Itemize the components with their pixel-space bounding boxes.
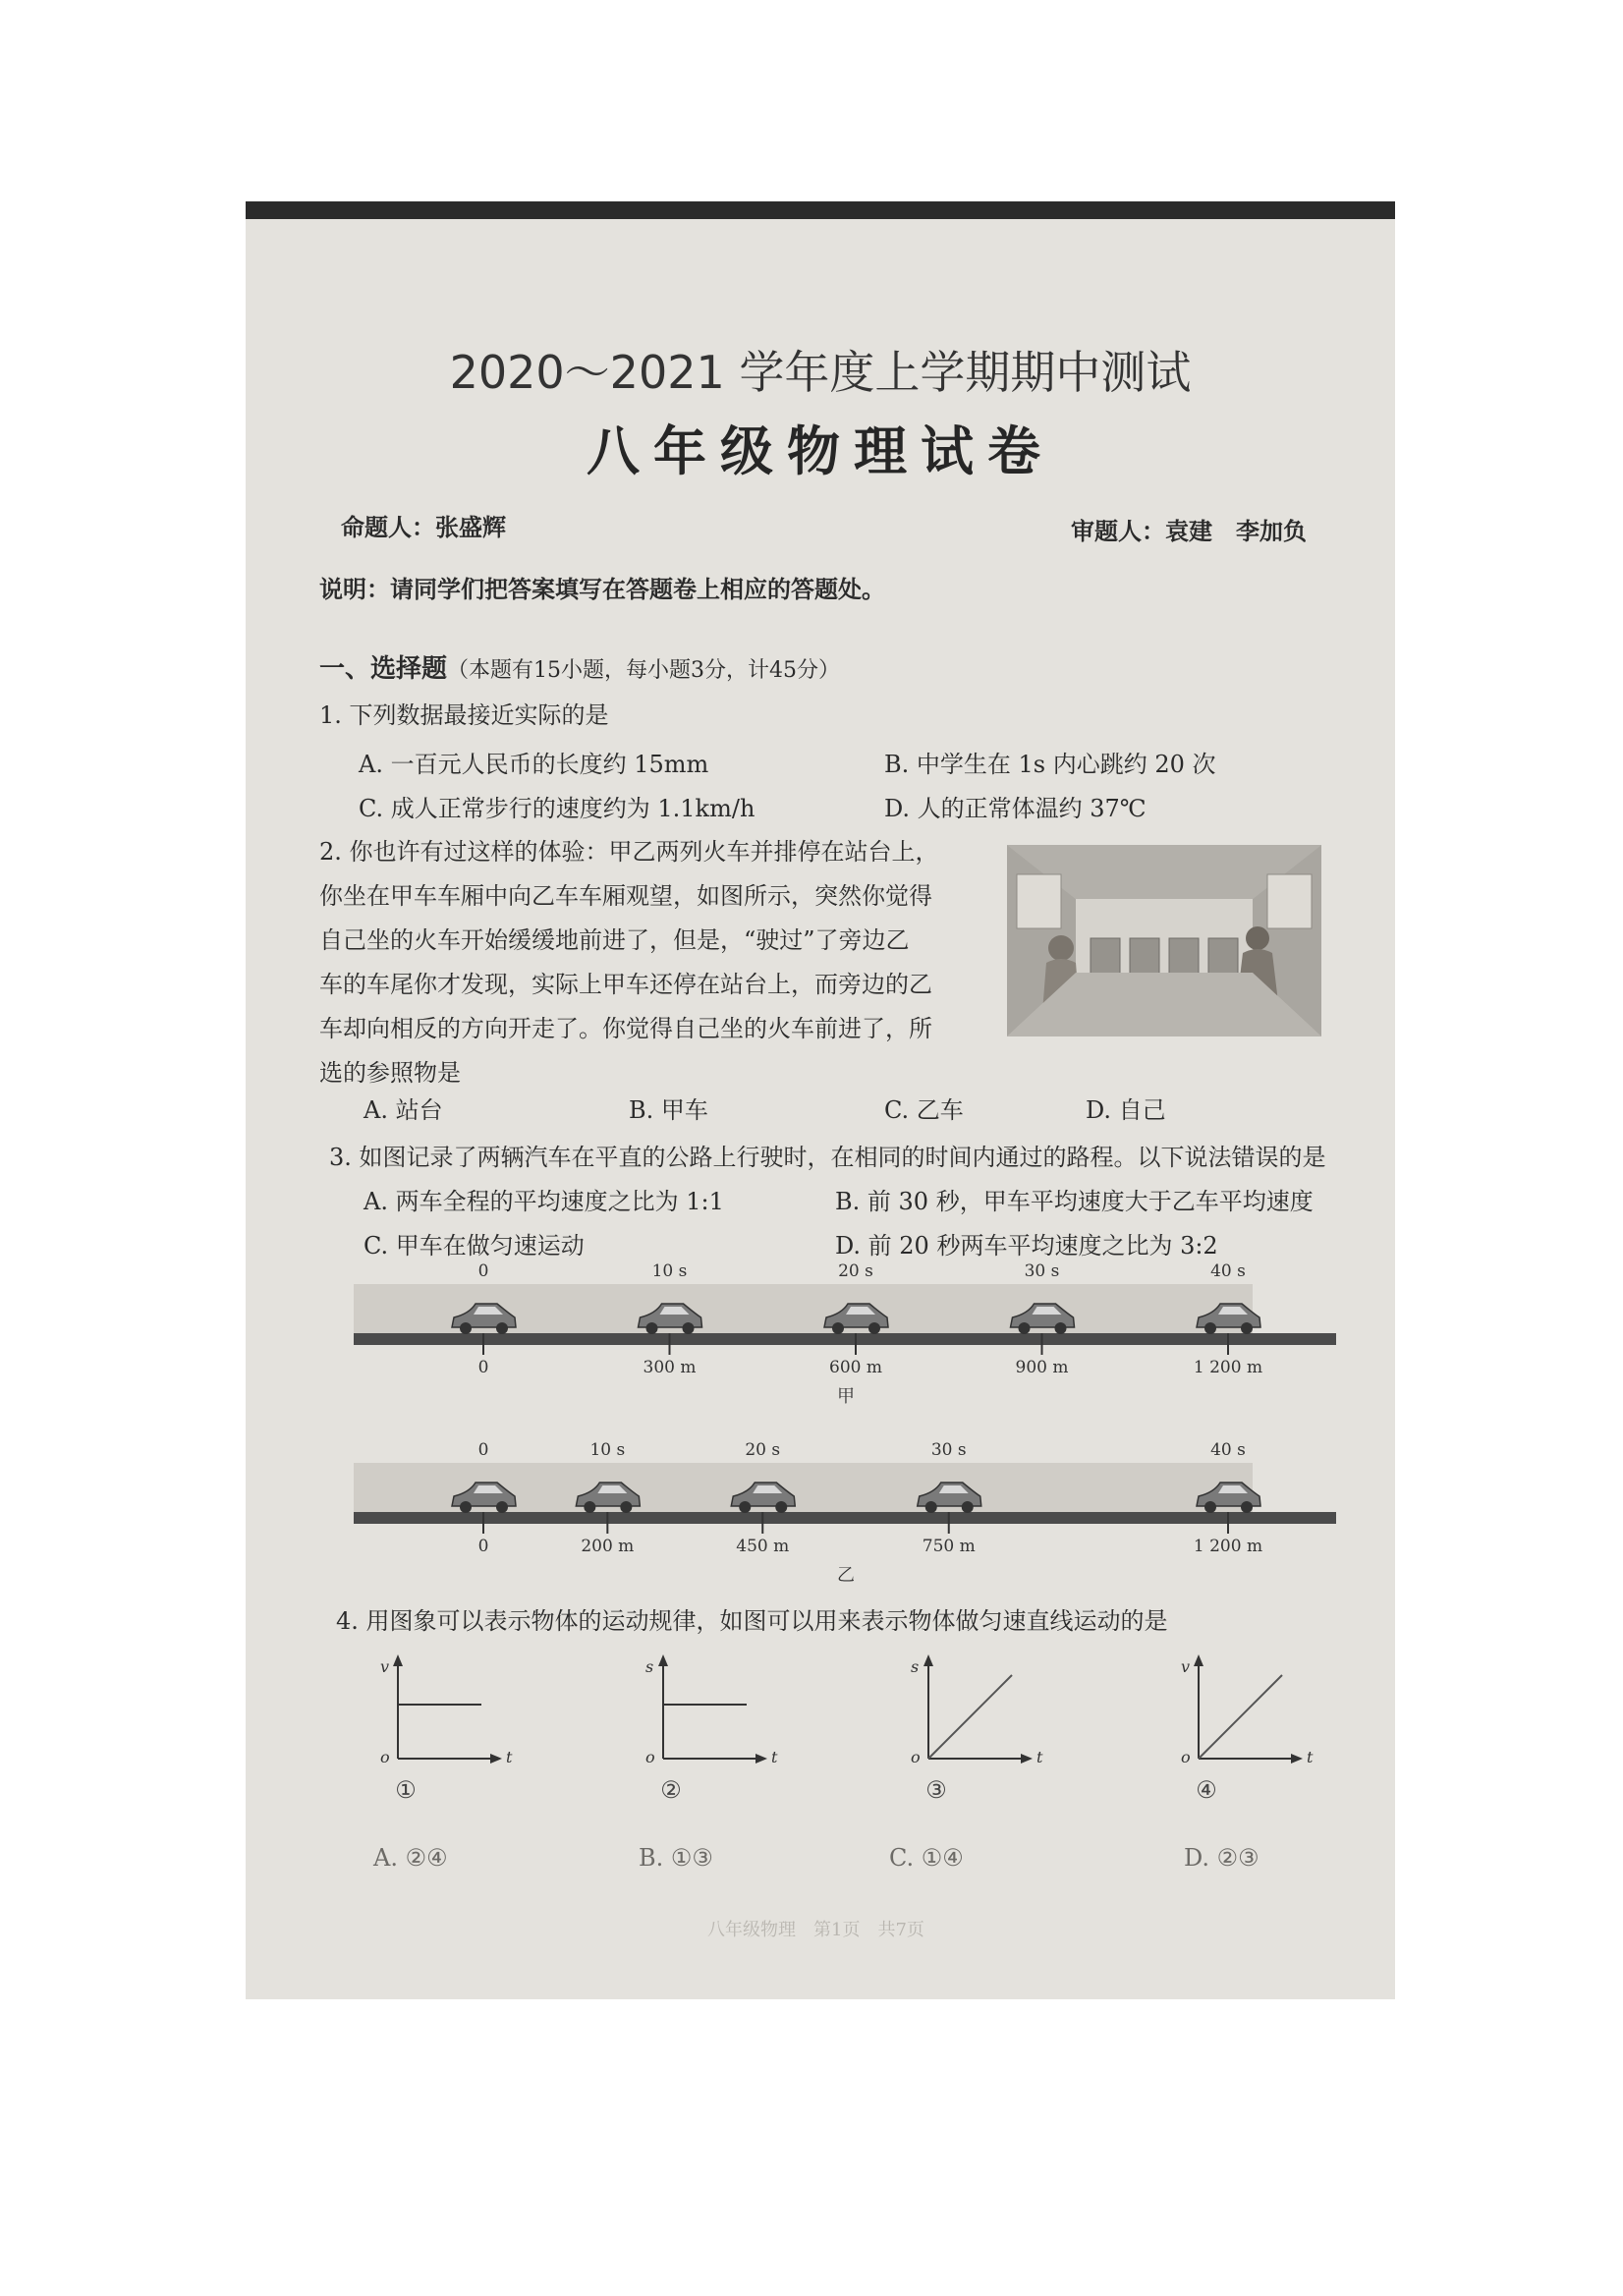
motion-graph-1 — [359, 1651, 516, 1808]
y-axis-arrow — [393, 1654, 403, 1666]
y-axis-arrow — [923, 1654, 933, 1666]
q2-line: 自己坐的火车开始缓缓地前进了，但是，“驶过”了旁边乙 — [319, 926, 910, 954]
motion-graph-2 — [624, 1651, 781, 1808]
yi-time-label: 40 s — [1210, 1441, 1246, 1460]
jia-label: 甲 — [837, 1386, 855, 1405]
graph-number: ② — [660, 1776, 682, 1804]
yi-distance-label: 750 m — [922, 1537, 976, 1556]
origin-label: o — [380, 1748, 390, 1766]
q1-option-d: D. 人的正常体温约 37℃ — [884, 795, 1147, 822]
exam-subtitle: 八年级物理试卷 — [587, 420, 1054, 482]
q3-option-c: C. 甲车在做匀速运动 — [364, 1232, 585, 1260]
y-axis-label: s — [645, 1657, 654, 1676]
section-title: 一、选择题 — [319, 654, 448, 684]
y-axis-label: v — [380, 1657, 390, 1676]
q4-option-d: D. ②③ — [1184, 1844, 1259, 1872]
yi-time-label: 30 s — [930, 1441, 967, 1460]
q2-line: 你坐在甲车车厢中向乙车车厢观望，如图所示，突然你觉得 — [319, 882, 932, 910]
graph-line — [1199, 1675, 1282, 1759]
x-axis-label: t — [771, 1748, 778, 1766]
yi-distance-label: 450 m — [736, 1537, 790, 1556]
origin-label: o — [1181, 1748, 1191, 1766]
motion-graph-3 — [889, 1651, 1046, 1808]
q4-option-b: B. ①③ — [639, 1844, 713, 1872]
jia-time-label: 0 — [477, 1262, 489, 1281]
graph-number: ④ — [1196, 1776, 1217, 1804]
graph-line — [928, 1675, 1012, 1759]
jia-time-label: 20 s — [838, 1262, 873, 1281]
jia-distance-label: 0 — [477, 1358, 489, 1377]
q4-stem: 4. 用图象可以表示物体的运动规律，如图可以用来表示物体做匀速直线运动的是 — [336, 1607, 1168, 1635]
q1-stem: 1. 下列数据最接近实际的是 — [319, 701, 609, 729]
yi-time-label: 20 s — [745, 1441, 781, 1460]
q3-stem: 3. 如图记录了两辆汽车在平直的公路上行驶时，在相同的时间内通过的路程。以下说法错误的是 — [329, 1144, 1326, 1171]
q2-option-b: B. 甲车 — [629, 1096, 708, 1124]
y-axis-label: s — [911, 1657, 920, 1676]
origin-label: o — [645, 1748, 655, 1766]
y-axis-label: v — [1181, 1657, 1191, 1676]
q1-option-c: C. 成人正常步行的速度约为 1.1km/h — [359, 795, 756, 822]
yi-distance-label: 0 — [477, 1537, 489, 1556]
train-interior-illustration — [1007, 845, 1321, 1036]
q2-stem — [319, 830, 939, 1095]
yi-time-label: 0 — [477, 1441, 489, 1460]
graph-number: ③ — [925, 1776, 947, 1804]
car-diagram-yi — [354, 1441, 1336, 1584]
exam-paper — [246, 201, 1395, 1999]
yi-road-line — [354, 1512, 1336, 1524]
reviewer-label: 审题人：袁建 李加负 — [1071, 518, 1307, 545]
x-axis-arrow — [756, 1754, 767, 1764]
yi-distance-label: 1 200 m — [1193, 1537, 1263, 1556]
y-axis-arrow — [1194, 1654, 1203, 1666]
jia-distance-label: 300 m — [643, 1358, 697, 1377]
origin-label: o — [911, 1748, 921, 1766]
page-footer: 八年级物理 第1页 共7页 — [707, 1920, 924, 1940]
q2-option-a: A. 站台 — [364, 1096, 443, 1124]
q4-option-a: A. ②④ — [373, 1844, 448, 1872]
jia-time-label: 30 s — [1024, 1262, 1060, 1281]
yi-time-label: 10 s — [589, 1441, 626, 1460]
jia-road-line — [354, 1333, 1336, 1345]
x-axis-arrow — [1291, 1754, 1303, 1764]
section-detail: （本题有15小题，每小题3分，计45分） — [447, 658, 841, 683]
exam-title: 2020～2021 学年度上学期期中测试 — [449, 346, 1192, 399]
graph-number: ① — [395, 1776, 417, 1804]
q2-line: 车却向相反的方向开走了。你觉得自己坐的火车前进了，所 — [319, 1015, 932, 1042]
jia-time-label: 10 s — [651, 1262, 688, 1281]
x-axis-label: t — [1036, 1748, 1043, 1766]
q2-line: 2. 你也许有过这样的体验：甲乙两列火车并排停在站台上， — [319, 838, 939, 866]
q2-line: 选的参照物是 — [319, 1059, 461, 1087]
jia-distance-label: 1 200 m — [1193, 1358, 1263, 1377]
jia-time-label: 40 s — [1210, 1262, 1246, 1281]
yi-label: 乙 — [837, 1565, 855, 1584]
x-axis-arrow — [1021, 1754, 1033, 1764]
q3-option-a: A. 两车全程的平均速度之比为 1:1 — [364, 1188, 724, 1215]
x-axis-label: t — [1307, 1748, 1314, 1766]
x-axis-label: t — [506, 1748, 513, 1766]
car-diagram-jia — [354, 1262, 1336, 1405]
section-heading — [319, 648, 840, 685]
q2-line: 车的车尾你才发现，实际上甲车还停在站台上，而旁边的乙 — [319, 971, 932, 998]
q2-option-d: D. 自己 — [1086, 1096, 1166, 1124]
jia-distance-label: 600 m — [829, 1358, 882, 1377]
x-axis-arrow — [490, 1754, 502, 1764]
photo-top-edge — [246, 201, 1395, 219]
instruction-note: 说明：请同学们把答案填写在答题卷上相应的答题处。 — [319, 576, 885, 603]
q1-option-a: A. 一百元人民币的长度约 15mm — [359, 751, 709, 778]
q2-option-c: C. 乙车 — [884, 1096, 964, 1124]
q1-option-b: B. 中学生在 1s 内心跳约 20 次 — [884, 751, 1216, 778]
motion-graph-4 — [1159, 1651, 1316, 1808]
jia-distance-label: 900 m — [1015, 1358, 1069, 1377]
author-label: 命题人：张盛辉 — [341, 514, 506, 541]
q3-option-b: B. 前 30 秒，甲车平均速度大于乙车平均速度 — [835, 1188, 1314, 1215]
y-axis-arrow — [658, 1654, 668, 1666]
yi-distance-label: 200 m — [581, 1537, 635, 1556]
q3-option-d: D. 前 20 秒两车平均速度之比为 3:2 — [835, 1232, 1218, 1260]
q4-option-c: C. ①④ — [889, 1844, 964, 1872]
